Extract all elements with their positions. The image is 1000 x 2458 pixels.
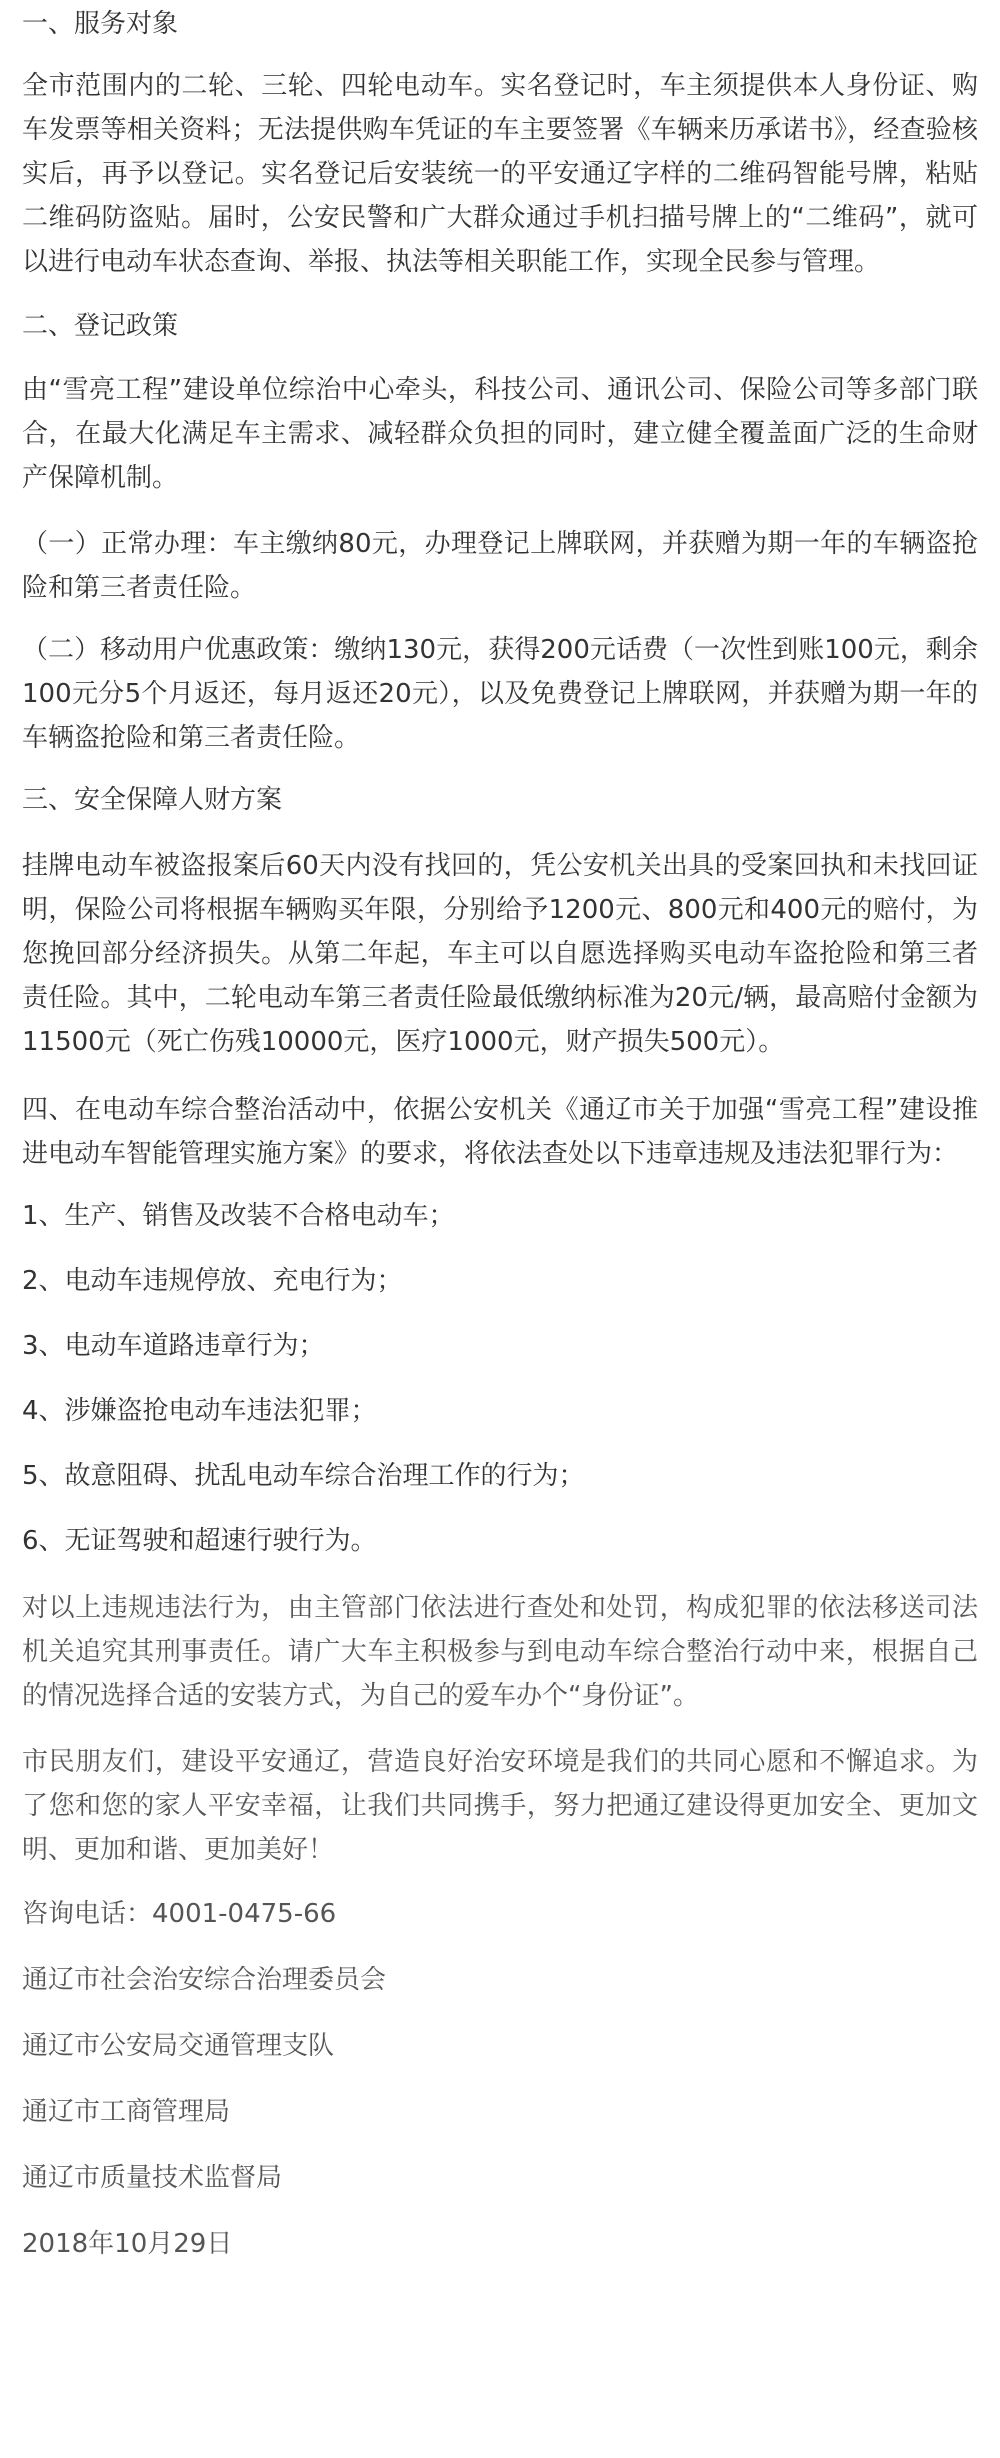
list-item: 5、故意阻碍、扰乱电动车综合治理工作的行为； bbox=[22, 1461, 585, 1491]
list-item: 3、电动车道路违章行为； bbox=[22, 1331, 325, 1361]
list-item: 2、电动车违规停放、充电行为； bbox=[22, 1266, 403, 1296]
org-name: 通辽市公安局交通管理支队 bbox=[22, 2031, 335, 2061]
section-2-paragraph: 由“雪亮工程”建设单位综治中心牵头，科技公司、通讯公司、保险公司等多部门联合，在最大化满足车主需求、减轻群众负担的同时，建立健全覆盖面广泛的生命财产保障机制。 bbox=[22, 375, 978, 493]
section-4-paragraph: 四、在电动车综合整治活动中，依据公安机关《通辽市关于加强“雪亮工程”建设推进电动车智能管理实施方案》的要求，将依法查处以下违章违规及违法犯罪行为： bbox=[22, 1095, 978, 1169]
hotline-text: 咨询电话：4001-0475-66 bbox=[22, 1899, 337, 1929]
section-2-heading: 二、登记政策 bbox=[22, 311, 179, 341]
list-item: 1、生产、销售及改装不合格电动车； bbox=[22, 1201, 455, 1231]
date-text: 2018年10月29日 bbox=[22, 2229, 233, 2259]
org-name: 通辽市社会治安综合治理委员会 bbox=[22, 1965, 387, 1995]
policy-normal-paragraph: （一）正常办理：车主缴纳80元，办理登记上牌联网，并获赠为期一年的车辆盗抢险和第三者责任险。 bbox=[22, 529, 978, 603]
section-1-heading: 一、服务对象 bbox=[22, 9, 179, 39]
section-1-paragraph: 全市范围内的二轮、三轮、四轮电动车。实名登记时，车主须提供本人身份证、购车发票等相关资料；无法提供购车凭证的车主要签署《车辆来历承诺书》，经查验核实后，再予以登记。实名登记后安装统一的平安通辽字样的二维码智能号牌，粘贴二维码防盗贴。届时，公安民警和广大群众通过手机扫描号牌上的“二维码”，就可以进行电动车状态查询、举报、执法等相关职能工作，实现全民参与管理。 bbox=[22, 71, 978, 277]
section-3-heading: 三、安全保障人财方案 bbox=[22, 785, 283, 815]
section-3-paragraph: 挂牌电动车被盗报案后60天内没有找回的，凭公安机关出具的受案回执和未找回证明，保险公司将根据车辆购买年限，分别给予1200元、800元和400元的赔付，为您挽回部分经济损失。从第二年起，车主可以自愿选择购买电动车盗抢险和第三者责任险。其中，二轮电动车第三者责任险最低缴纳标准为20元/辆，最高赔付金额为11500元（死亡伤残10000元，医疗1000元，财产损失500元）。 bbox=[22, 851, 978, 1057]
list-item: 6、无证驾驶和超速行驶行为。 bbox=[22, 1526, 377, 1556]
org-name: 通辽市质量技术监督局 bbox=[22, 2163, 283, 2193]
org-name: 通辽市工商管理局 bbox=[22, 2097, 231, 2127]
closing-paragraph-1: 对以上违规违法行为，由主管部门依法进行查处和处罚，构成犯罪的依法移送司法机关追究其刑事责任。请广大车主积极参与到电动车综合整治行动中来，根据自己的情况选择合适的安装方式，为自己的爱车办个“身份证”。 bbox=[22, 1593, 978, 1711]
list-item: 4、涉嫌盗抢电动车违法犯罪； bbox=[22, 1396, 377, 1426]
violation-list bbox=[22, 1196, 978, 1561]
policy-mobile-paragraph: （二）移动用户优惠政策：缴纳130元，获得200元话费（一次性到账100元，剩余100元分5个月返还，每月返还20元），以及免费登记上牌联网，并获赠为期一年的车辆盗抢险和第三者责任险。 bbox=[22, 635, 978, 753]
closing-paragraph-2: 市民朋友们，建设平安通辽，营造良好治安环境是我们的共同心愿和不懈追求。为了您和您的家人平安幸福，让我们共同携手，努力把通辽建设得更加安全、更加文明、更加和谐、更加美好！ bbox=[22, 1747, 978, 1865]
